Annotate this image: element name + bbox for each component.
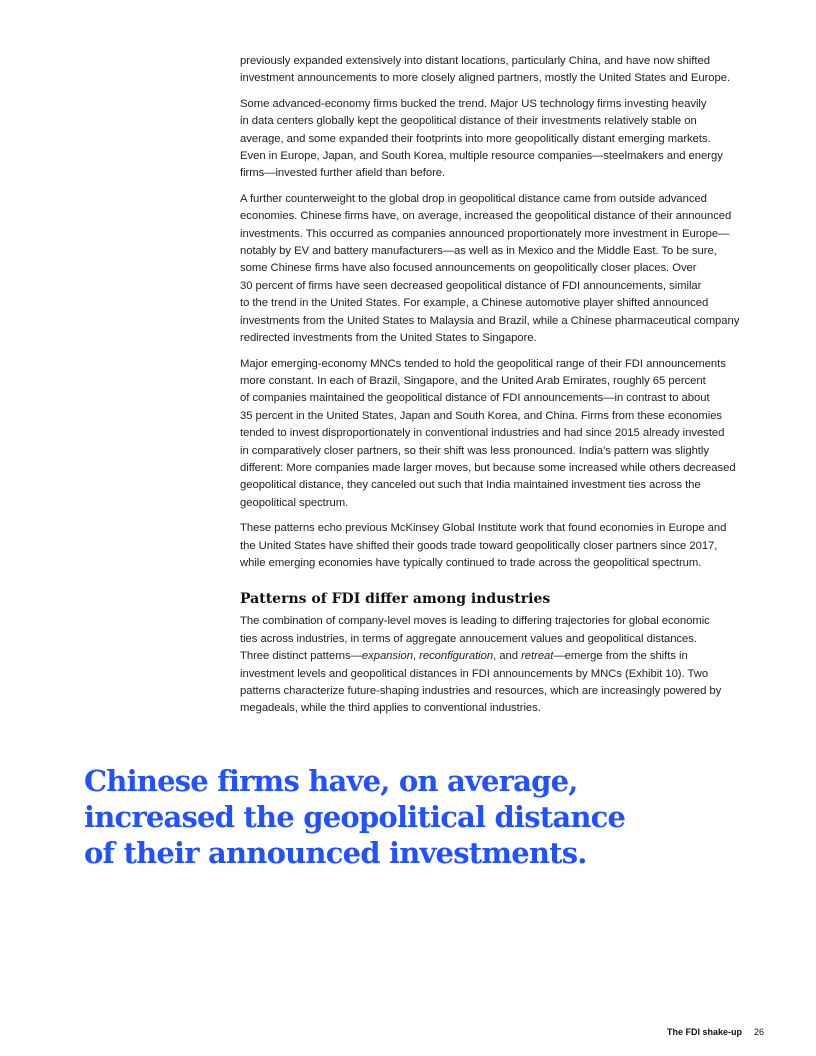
- text-line: investments from the United States to Malaysia and Brazil, while a Chinese pharmaceutical company: [240, 314, 740, 327]
- text-line: Major emerging-economy MNCs tended to hold the geopolitical range of their FDI announcements: [240, 357, 726, 370]
- paragraph-industry-patterns: [240, 613, 768, 717]
- text-line: notably by EV and battery manufacturers—as well as in Mexico and the Middle East. To be sure,: [240, 245, 717, 258]
- text-line: in comparatively closer partners, so their shift was less pronounced. India’s pattern was slightly: [240, 444, 709, 457]
- text-line: investments. This occurred as companies announced proportionately more investment in Europe—: [240, 227, 730, 240]
- text-line: patterns characterize future-shaping industries and resources, which are increasingly powered by: [240, 685, 722, 697]
- text-line: some Chinese firms have also focused announcements on geopolitically closer places. Over: [240, 262, 697, 275]
- term-reconfiguration: reconfiguration: [419, 650, 494, 663]
- text-fragment: Three distinct patterns—: [240, 650, 362, 663]
- text-line: ties across industries, in terms of aggregate annoucement values and geopolitical distances.: [240, 632, 697, 645]
- text-line: redirected investments from the United States to Singapore.: [240, 332, 537, 345]
- text-line: the United States have shifted their goods trade toward geopolitically closer partners since 2017,: [240, 539, 718, 552]
- text-line: in data centers globally kept the geopolitical distance of their investments relatively stable on: [240, 115, 697, 128]
- text-fragment: , and: [493, 650, 522, 663]
- text-line: 35 percent in the United States, Japan and South Korea, and China. Firms from these economies: [240, 409, 723, 422]
- paragraph-china-shift: [240, 53, 768, 88]
- section-heading: Patterns of FDI differ among industries: [240, 591, 551, 608]
- text-line: economies. Chinese firms have, on average, increased the geopolitical distance of their announced: [240, 210, 732, 223]
- pull-quote-line: Chinese firms have, on average,: [84, 764, 578, 798]
- text-line: A further counterweight to the global drop in geopolitical distance came from outside advanced: [240, 192, 707, 205]
- paragraph-chinese-firms: [240, 191, 768, 348]
- text-line: The combination of company-level moves is leading to differing trajectories for global economic: [240, 615, 710, 628]
- paragraph-advanced-economy-firms: [240, 96, 768, 183]
- text-line: Some advanced-economy firms bucked the trend. Major US technology firms investing heavily: [240, 97, 707, 110]
- text-line: These patterns echo previous McKinsey Global Institute work that found economies in Europe and: [240, 522, 727, 535]
- term-expansion: expansion: [361, 650, 413, 663]
- text-line: geopolitical spectrum.: [240, 496, 349, 509]
- text-line: different: More companies made larger moves, but because some increased while others decreased: [240, 461, 736, 474]
- term-retreat: retreat: [521, 650, 554, 663]
- text-line: firms—invested further afield than before.: [240, 167, 446, 180]
- text-line: 30 percent of firms have seen decreased geopolitical distance of FDI announcements, similar: [240, 279, 702, 292]
- text-line: while emerging economies have typically continued to trade across the geopolitical spectrum.: [240, 556, 702, 569]
- text-line: investment announcements to more closely aligned partners, mostly the United States and Europe.: [240, 72, 731, 85]
- pull-quote: [84, 763, 724, 871]
- text-line: of companies maintained the geopolitical distance of FDI announcements—in contrast to about: [240, 392, 710, 405]
- text-line: previously expanded extensively into distant locations, particularly China, and have now shifted: [240, 55, 710, 67]
- text-line: geopolitical distance, they canceled out such that India maintained investment ties across the: [240, 479, 701, 492]
- text-line: [240, 648, 768, 665]
- report-title: The FDI shake-up: [666, 1027, 742, 1037]
- text-line: more constant. In each of Brazil, Singapore, and the United Arab Emirates, roughly 65 percent: [240, 374, 706, 387]
- text-line: Even in Europe, Japan, and South Korea, multiple resource companies—steelmakers and energy: [240, 150, 723, 163]
- text-fragment: ,: [412, 650, 420, 663]
- paragraph-mgi-patterns: [240, 520, 768, 572]
- text-line: average, and some expanded their footprints into more geopolitically distant emerging markets.: [240, 132, 711, 145]
- text-fragment: —emerge from the shifts in: [553, 650, 688, 663]
- text-line: investment levels and geopolitical distances in FDI announcements by MNCs (Exhibit 10). Two: [240, 667, 709, 680]
- page-footer: [667, 1026, 764, 1038]
- text-line: tended to invest disproportionately in conventional industries and had since 2015 already invested: [240, 427, 725, 440]
- body-text-column: [240, 53, 768, 726]
- page-number: 26: [753, 1027, 764, 1037]
- text-line: megadeals, while the third applies to conventional industries.: [240, 702, 541, 715]
- pull-quote-line: increased the geopolitical distance: [84, 800, 626, 834]
- paragraph-emerging-economy-mncs: [240, 356, 768, 513]
- text-line: to the trend in the United States. For example, a Chinese automotive player shifted announced: [240, 297, 709, 310]
- pull-quote-line: of their announced investments.: [84, 836, 587, 870]
